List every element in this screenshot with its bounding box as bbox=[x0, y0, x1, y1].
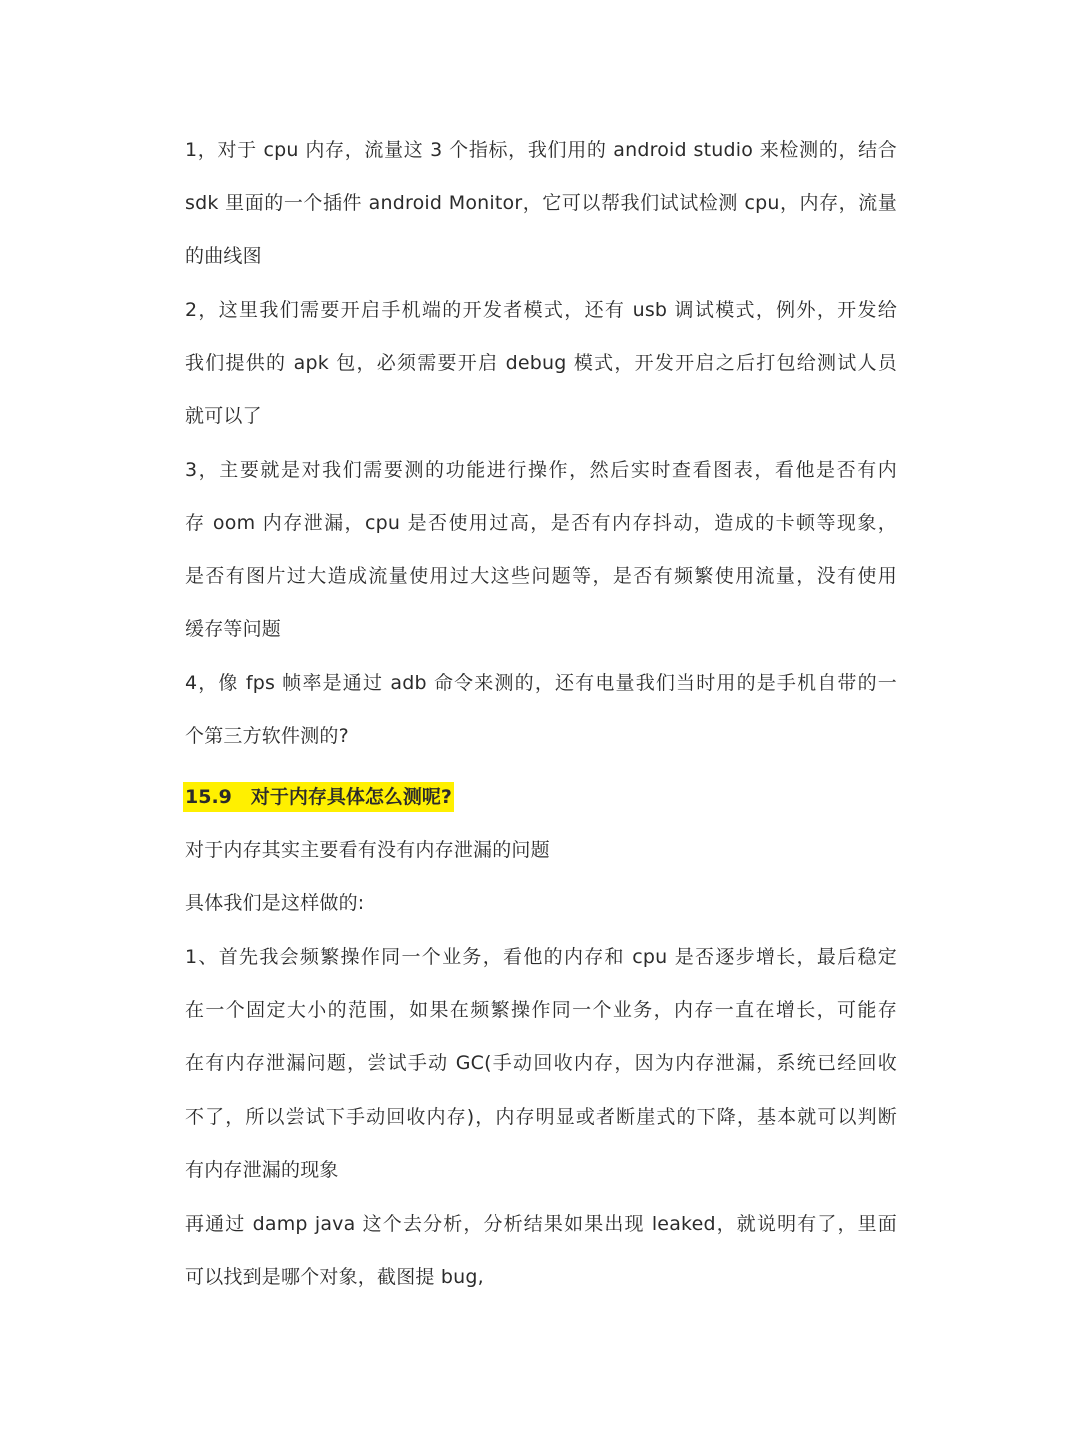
paragraph-line: 具体我们是这样做的: bbox=[185, 892, 365, 914]
paragraph-line: 对于内存其实主要看有没有内存泄漏的问题 bbox=[185, 839, 550, 861]
paragraph-line: 有内存泄漏的现象 bbox=[185, 1159, 339, 1181]
paragraph-line: 可以找到是哪个对象，截图提 bug, bbox=[185, 1266, 484, 1288]
paragraph-line: 存 oom 内存泄漏，cpu 是否使用过高，是否有内存抖动，造成的卡顿等现象， bbox=[185, 512, 897, 534]
paragraph-line: 我们提供的 apk 包，必须需要开启 debug 模式，开发开启之后打包给测试人员 bbox=[185, 352, 897, 374]
section-heading: 15.9 对于内存具体怎么测呢? bbox=[183, 782, 454, 812]
paragraph-line: 1、首先我会频繁操作同一个业务，看他的内存和 cpu 是否逐步增长，最后稳定 bbox=[185, 946, 897, 968]
paragraph-line: 是否有图片过大造成流量使用过大这些问题等，是否有频繁使用流量，没有使用 bbox=[185, 565, 897, 587]
paragraph-line: 个第三方软件测的? bbox=[185, 725, 349, 747]
paragraph-line: 再通过 damp java 这个去分析，分析结果如果出现 leaked，就说明有了，里面 bbox=[185, 1213, 897, 1235]
paragraph-line: 4，像 fps 帧率是通过 adb 命令来测的，还有电量我们当时用的是手机自带的一 bbox=[185, 672, 897, 694]
paragraph-line: 的曲线图 bbox=[185, 245, 262, 267]
paragraph-line: 不了，所以尝试下手动回收内存)，内存明显或者断崖式的下降，基本就可以判断 bbox=[185, 1106, 897, 1128]
paragraph-line: 在一个固定大小的范围，如果在频繁操作同一个业务，内存一直在增长，可能存 bbox=[185, 999, 897, 1021]
paragraph-line: 缓存等问题 bbox=[185, 618, 282, 640]
paragraph-line: 在有内存泄漏问题，尝试手动 GC(手动回收内存，因为内存泄漏，系统已经回收 bbox=[185, 1052, 897, 1074]
paragraph-line: 2，这里我们需要开启手机端的开发者模式，还有 usb 调试模式，例外，开发给 bbox=[185, 299, 897, 321]
paragraph-line: 3，主要就是对我们需要测的功能进行操作，然后实时查看图表，看他是否有内 bbox=[185, 459, 897, 481]
paragraph-line: sdk 里面的一个插件 android Monitor，它可以帮我们试试检测 cpu，内存，流量 bbox=[185, 192, 897, 214]
paragraph-line: 就可以了 bbox=[185, 405, 262, 427]
paragraph-line: 1，对于 cpu 内存，流量这 3 个指标，我们用的 android studio 来检测的，结合 bbox=[185, 139, 897, 161]
